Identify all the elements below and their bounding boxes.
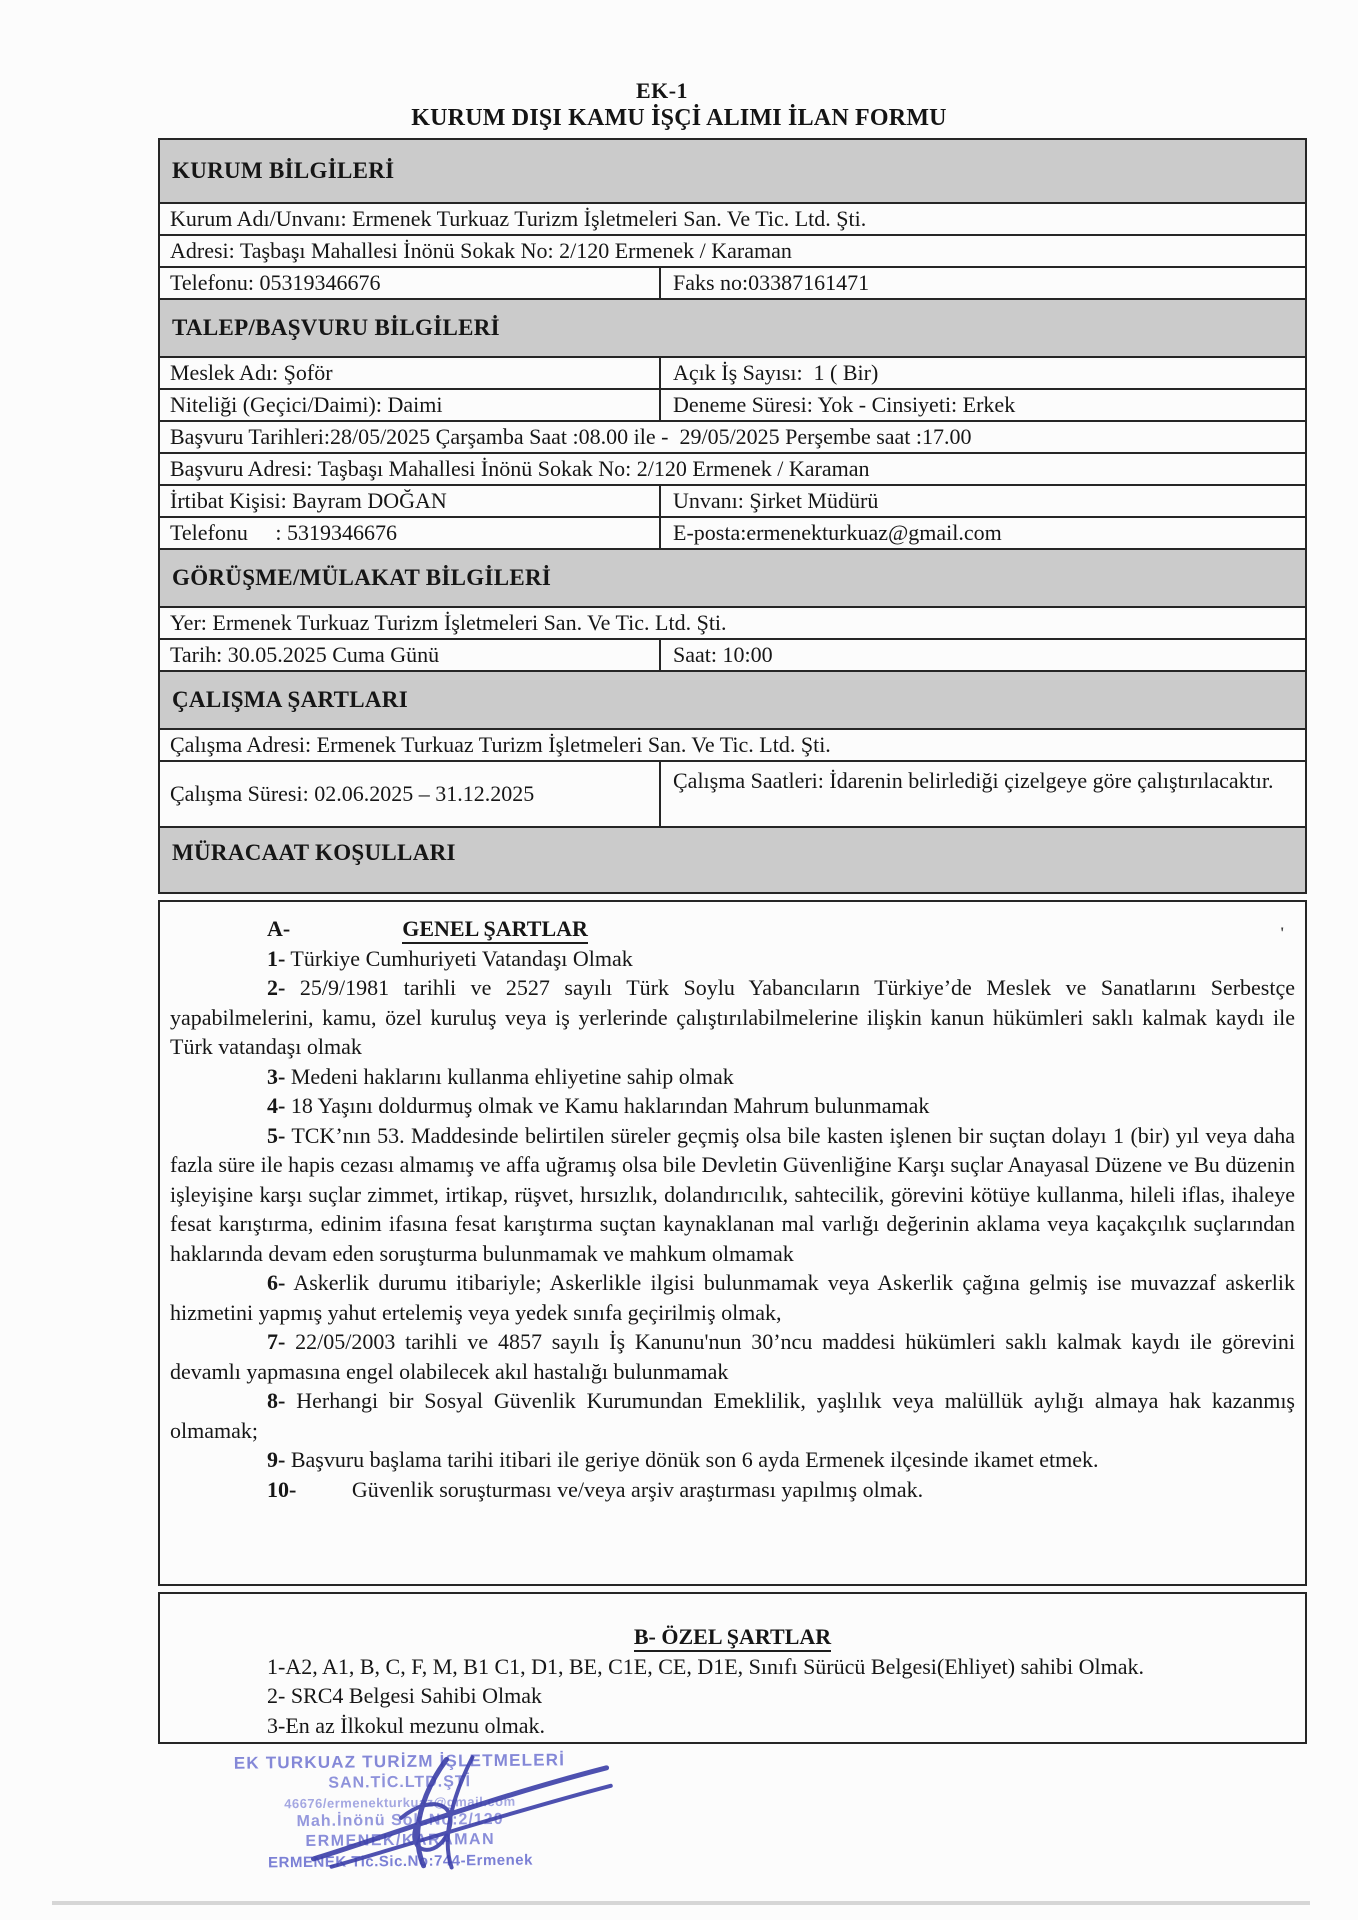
form-table xyxy=(158,138,1307,1744)
genel-sartlar-heading-text: GENEL ŞARTLAR xyxy=(402,916,588,944)
genel-sart-item-7: 7- 22/05/2003 tarihli ve 4857 sayılı İş Kanunu'nun 30’ncu maddesi hükümleri saklı kalmak kaydı ile görevini devamlı yapmasına engel olabilecek akıl hastalığı bulunmamak xyxy=(170,1329,1295,1384)
field-niteligi: Niteliği (Geçici/Daimi): Daimi xyxy=(170,392,443,417)
stamp-line-address: Mah.İnönü Sok.No:2/120 xyxy=(296,1810,504,1831)
signature-scribble xyxy=(304,1752,615,1873)
ozel-sart-item-1: 1-A2, A1, B, C, F, M, B1 C1, D1, BE, C1E, CE, D1E, Sınıfı Sürücü Belgesi(Ehliyet) sahibi Olmak. xyxy=(267,1653,1145,1679)
field-faks-no: Faks no:03387161471 xyxy=(659,268,1305,298)
row-nitelik-deneme xyxy=(158,388,1307,422)
row-irtibat-unvan xyxy=(158,484,1307,518)
scan-artifact-line xyxy=(52,1901,1310,1905)
field-basvuru-adresi-text: Başvuru Adresi: Taşbaşı Mahallesi İnönü Sokak No: 2/120 Ermenek / Karaman xyxy=(170,456,870,481)
field-deneme-suresi-cinsiyet: Deneme Süresi: Yok - Cinsiyeti: Erkek xyxy=(659,390,1305,420)
field-kurum-telefonu: Telefonu: 05319346676 xyxy=(170,270,381,295)
signature-stroke xyxy=(331,1786,612,1867)
field-basvuru-tarihleri-text: Başvuru Tarihleri:28/05/2025 Çarşamba Saat :08.00 ile - 29/05/2025 Perşembe saat :17.00 xyxy=(170,424,972,449)
field-eposta: E-posta:ermenekturkuaz@gmail.com xyxy=(659,518,1305,548)
field-gorusme-saat: Saat: 10:00 xyxy=(659,640,1305,670)
stamp-line-registry: ERMENEK Tic.Sic.No:744-Ermenek xyxy=(268,1851,534,1872)
genel-sart-item-4: 4- 18 Yaşını doldurmuş olmak ve Kamu haklarından Mahrum bulunmamak xyxy=(267,1093,930,1118)
field-kurum-adresi-text: Adresi: Taşbaşı Mahallesi İnönü Sokak No: 2/120 Ermenek / Karaman xyxy=(170,238,792,263)
field-acik-is-sayisi: Açık İş Sayısı: 1 ( Bir) xyxy=(659,358,1305,388)
section-header-kurum-bilgileri: KURUM BİLGİLERİ xyxy=(158,138,1307,204)
field-gorusme-yer-text: Yer: Ermenek Turkuaz Turizm İşletmeleri San. Ve Tic. Ltd. Şti. xyxy=(170,610,727,635)
stamp-line-email: 46676/ermenekturkuaz@gmail.com xyxy=(284,1793,516,1812)
field-calisma-adresi-text: Çalışma Adresi: Ermenek Turkuaz Turizm İşletmeleri San. Ve Tic. Ltd. Şti. xyxy=(170,732,831,757)
field-basvuru-tarihleri xyxy=(158,420,1307,454)
field-unvani: Unvanı: Şirket Müdürü xyxy=(659,486,1305,516)
genel-sart-item-1: 1- Türkiye Cumhuriyeti Vatandaşı Olmak xyxy=(267,945,633,971)
field-kurum-adi-unvani xyxy=(158,202,1307,236)
genel-sartlar-heading xyxy=(170,914,1295,944)
row-tarih-saat xyxy=(158,638,1307,672)
row-sure-saatler xyxy=(158,760,1307,828)
stamp-line-city: ERMENEK/KARAMAN xyxy=(305,1831,496,1850)
genel-sart-item-5: 5- TCK’nın 53. Maddesinde belirtilen süreler geçmiş olsa bile kasten işlenen bir suçtan dolayı 1 (bir) yıl veya daha fazla süre ile hapis cezası almamış ve affa uğramış olsa bile Devletin Güvenliğine Karşı suçlar Anayasal Düzene ve Bu düzenin işleyişine karşı suçlar zimmet, irtikap, rüşvet, hırsızlık, dolandırıcılık, sahtecilik, görevini kötüye kullanma, hileli iflas, ihaleye fesat karıştırma, edinim ifasına fesat karıştırma suçtan kaynaklanan mal varlığı değerinin aklama veya kaçakçılık suçlarından haklarında devam eden soruşturma bulunmamak ve mahkum olmamak xyxy=(170,1122,1295,1266)
field-basvuru-adresi xyxy=(158,452,1307,486)
genel-sart-item-6: 6- Askerlik durumu itibariyle; Askerlikle ilgisi bulunmamak veya Askerlik çağına gelmiş ise muvazzaf askerlik hizmetini yapmış yahut ertelemiş veya yedek sınıfa geçirilmiş olmak, xyxy=(170,1270,1295,1325)
genel-sart-item-9: 9- Başvuru başlama tarihi itibari ile geriye dönük son 6 ayda Ermenek ilçesinde ikamet etmek. xyxy=(267,1447,1099,1472)
ozel-sartlar-box xyxy=(158,1592,1307,1744)
ozel-sart-item-2: 2- SRC4 Belgesi Sahibi Olmak xyxy=(267,1683,542,1708)
form-title: KURUM DIŞI KAMU İŞÇİ ALIMI İLAN FORMU xyxy=(411,105,947,131)
ozel-sart-item-3: 3-En az İlkokul mezunu olmak. xyxy=(267,1712,545,1738)
row-telefon-eposta xyxy=(158,516,1307,550)
field-irtibat-kisisi: İrtibat Kişisi: Bayram DOĞAN xyxy=(170,488,447,513)
row-meslek-acikis xyxy=(158,356,1307,390)
genel-sart-item-10: 10- Güvenlik soruşturması ve/veya arşiv araştırması yapılmış olmak. xyxy=(267,1476,924,1502)
section-header-talep-basvuru: TALEP/BAŞVURU BİLGİLERİ xyxy=(158,298,1307,358)
ozel-sartlar-heading-text: B- ÖZEL ŞARTLAR xyxy=(634,1624,831,1652)
scan-artifact-speck: ' xyxy=(1280,925,1285,942)
attachment-label: EK-1 xyxy=(635,78,689,103)
field-talep-telefonu: Telefonu : 5319346676 xyxy=(170,520,397,545)
ozel-sartlar-heading xyxy=(170,1622,1295,1652)
field-calisma-suresi: Çalışma Süresi: 02.06.2025 – 31.12.2025 xyxy=(170,781,535,806)
field-gorusme-yer xyxy=(158,606,1307,640)
field-meslek-adi: Meslek Adı: Şoför xyxy=(170,360,333,385)
section-header-calisma-sartlari: ÇALIŞMA ŞARTLARI xyxy=(158,670,1307,730)
section-header-gorusme-mulakat: GÖRÜŞME/MÜLAKAT BİLGİLERİ xyxy=(158,548,1307,608)
document-header xyxy=(0,78,1358,132)
genel-sart-item-8: 8- Herhangi bir Sosyal Güvenlik Kurumundan Emeklilik, yaşlılık veya malüllük aylığı almaya hak kazanmış olmamak; xyxy=(170,1388,1295,1443)
field-gorusme-tarih: Tarih: 30.05.2025 Cuma Günü xyxy=(170,642,440,667)
genel-sartlar-box xyxy=(158,900,1307,1586)
field-kurum-adresi xyxy=(158,234,1307,268)
field-calisma-adresi xyxy=(158,728,1307,762)
stamp-line-company2: SAN.TİC.LTD.ŞTİ xyxy=(328,1773,472,1792)
field-kurum-adi-unvani-text: Kurum Adı/Unvanı: Ermenek Turkuaz Turizm İşletmeleri San. Ve Tic. Ltd. Şti. xyxy=(170,206,867,231)
genel-sart-item-3: 3- Medeni haklarını kullanma ehliyetine sahip olmak xyxy=(267,1063,734,1089)
genel-sart-item-2: 2- 25/9/1981 tarihli ve 2527 sayılı Türk Soylu Yabancıların Türkiye’de Meslek ve Sanatlarını Serbestçe yapabilmelerini, kamu, özel kuruluş veya iş yerlerinde çalıştırılabilmelerine ilişkin kanun hükümleri saklı kalmak kaydı ile Türk vatandaşı olmak xyxy=(170,975,1295,1059)
company-stamp xyxy=(179,1750,620,1873)
field-calisma-saatleri: Çalışma Saatleri: İdarenin belirlediği çizelgeye göre çalıştırılacaktır. xyxy=(659,762,1305,826)
stamp-line-company: EK TURKUAZ TURİZM İŞLETMELERİ xyxy=(233,1750,566,1773)
genel-sartlar-label: A- xyxy=(267,916,291,941)
section-header-muracaat-kosullari: MÜRACAAT KOŞULLARI xyxy=(158,826,1307,894)
row-telefon-faks xyxy=(158,266,1307,300)
